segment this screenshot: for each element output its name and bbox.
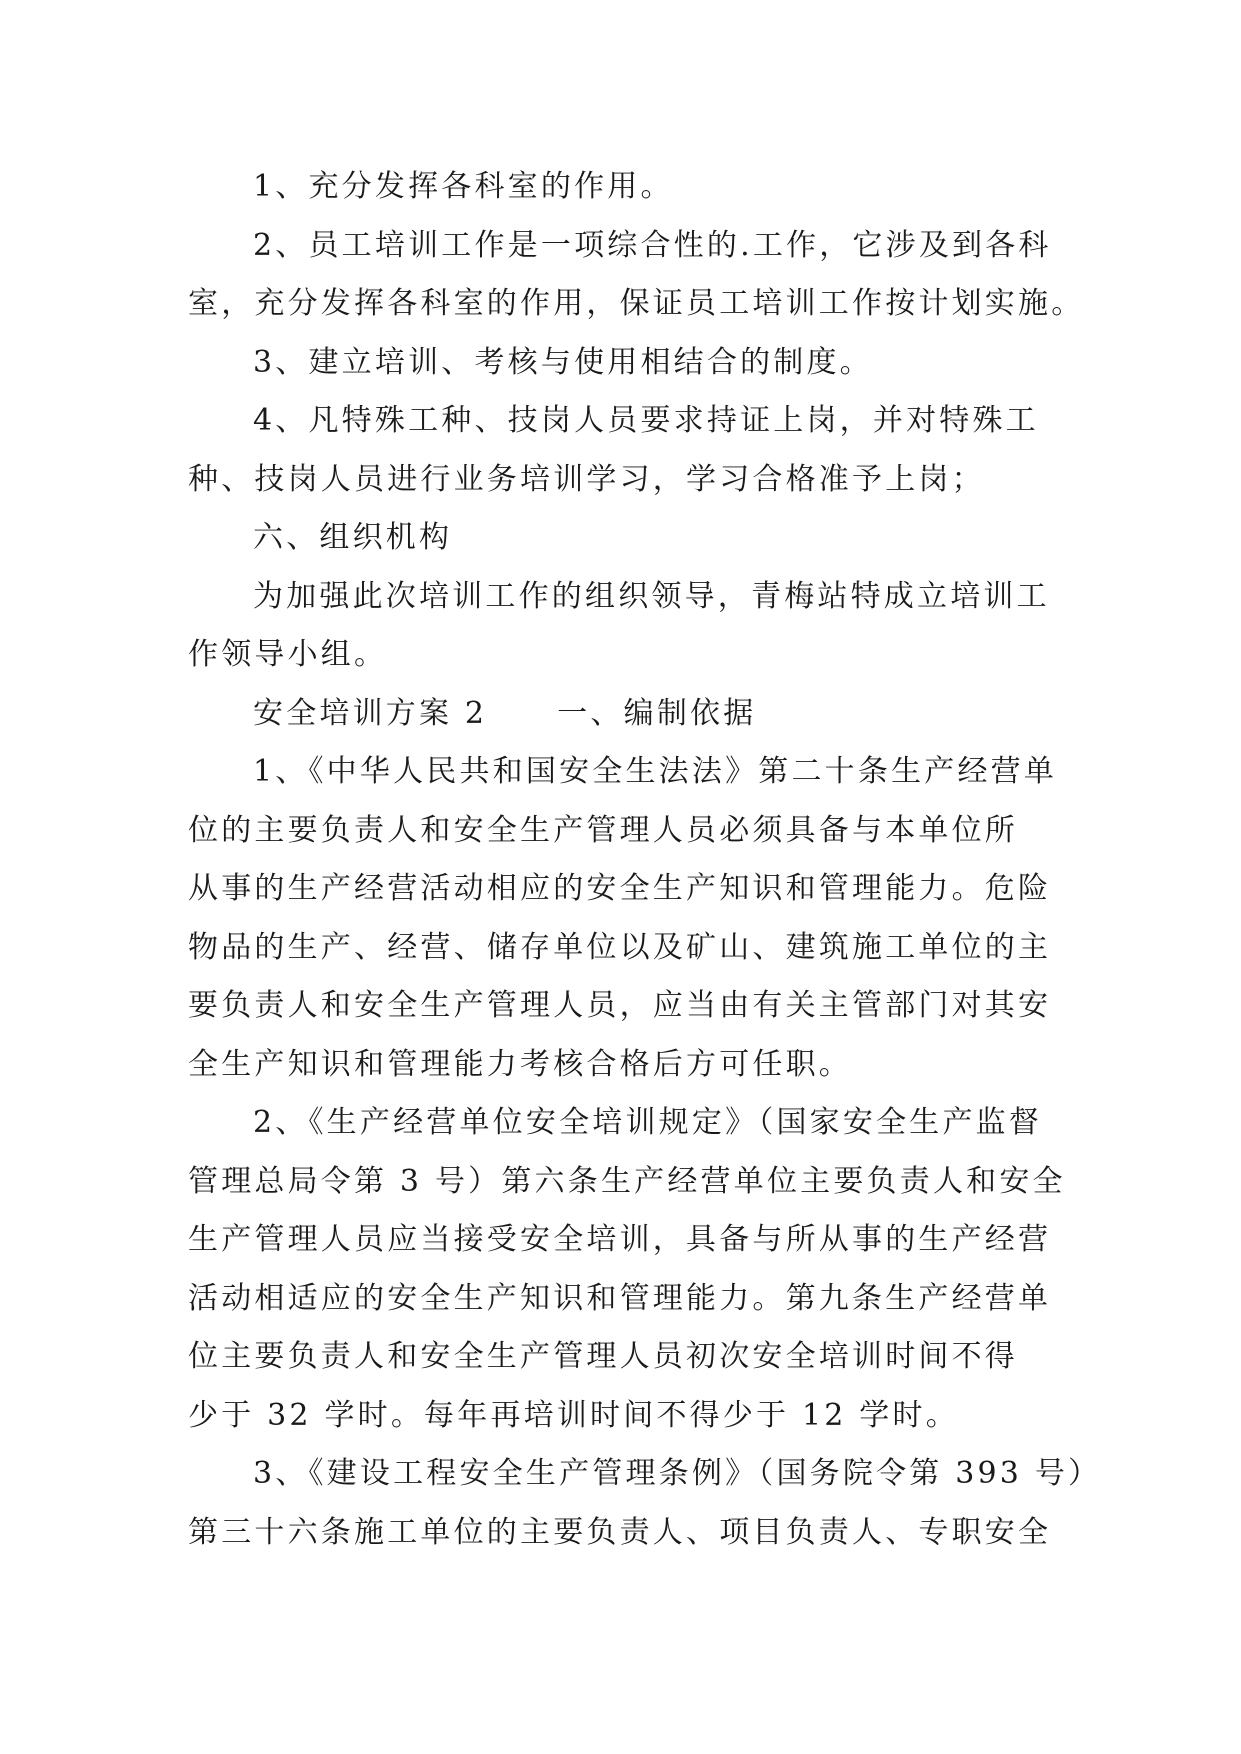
paragraph-line: 管理总局令第 3 号）第六条生产经营单位主要负责人和安全 xyxy=(188,1163,1066,1199)
paragraph-line: 1、充分发挥各科室的作用。 xyxy=(253,169,674,204)
paragraph-line: 生产管理人员应当接受安全培训，具备与所从事的生产经营 xyxy=(188,1222,1052,1257)
paragraph-line: 室，充分发挥各科室的作用，保证员工培训工作按计划实施。 xyxy=(188,286,1085,321)
plan-title-line xyxy=(188,685,1048,744)
paragraph-line: 为加强此次培训工作的组织领导，青梅站特成立培训工 xyxy=(253,578,1050,614)
paragraph-line: 要负责人和安全生产管理人员，应当由有关主管部门对其安 xyxy=(188,988,1052,1023)
paragraph-line: 位的主要负责人和安全生产管理人员必须具备与本单位所 xyxy=(188,812,1018,848)
section-heading: 一、编制依据 xyxy=(557,695,757,731)
paragraph-line: 2、《生产经营单位安全培训规定》（国家安全生产监督 xyxy=(253,1105,1043,1140)
paragraph-line: 少于 32 学时。每年再培训时间不得少于 12 学时。 xyxy=(188,1397,959,1433)
plan-title: 安全培训方案 2 xyxy=(253,695,488,731)
paragraph-line: 第三十六条施工单位的主要负责人、项目负责人、专职安全 xyxy=(188,1514,1052,1550)
paragraph-line: 位主要负责人和安全生产管理人员初次安全培训时间不得 xyxy=(188,1339,1018,1374)
paragraph-line: 活动相适应的安全生产知识和管理能力。第九条生产经营单 xyxy=(188,1280,1052,1316)
section-heading: 六、组织机构 xyxy=(253,520,453,555)
paragraph-line: 物品的生产、经营、储存单位以及矿山、建筑施工单位的主 xyxy=(188,929,1052,965)
paragraph-line: 4、凡特殊工种、技岗人员要求持证上岗，并对特殊工 xyxy=(253,403,1039,438)
document-body xyxy=(188,158,1102,1562)
paragraph-line: 2、员工培训工作是一项综合性的.工作，它涉及到各科 xyxy=(253,227,1052,263)
paragraph-line: 3、《建设工程安全生产管理条例》（国务院令第 393 号） xyxy=(253,1456,1102,1491)
paragraph-line: 1、《中华人民共和国安全生法法》第二十条生产经营单 xyxy=(253,754,1058,789)
paragraph-line: 全生产知识和管理能力考核合格后方可任职。 xyxy=(188,1046,852,1082)
paragraph-line: 种、技岗人员进行业务培训学习，学习合格准予上岗； xyxy=(188,461,985,497)
paragraph-line: 作领导小组。 xyxy=(188,637,388,672)
paragraph-line: 从事的生产经营活动相应的安全生产知识和管理能力。危险 xyxy=(188,871,1052,906)
paragraph-line: 3、建立培训、考核与使用相结合的制度。 xyxy=(253,344,873,380)
